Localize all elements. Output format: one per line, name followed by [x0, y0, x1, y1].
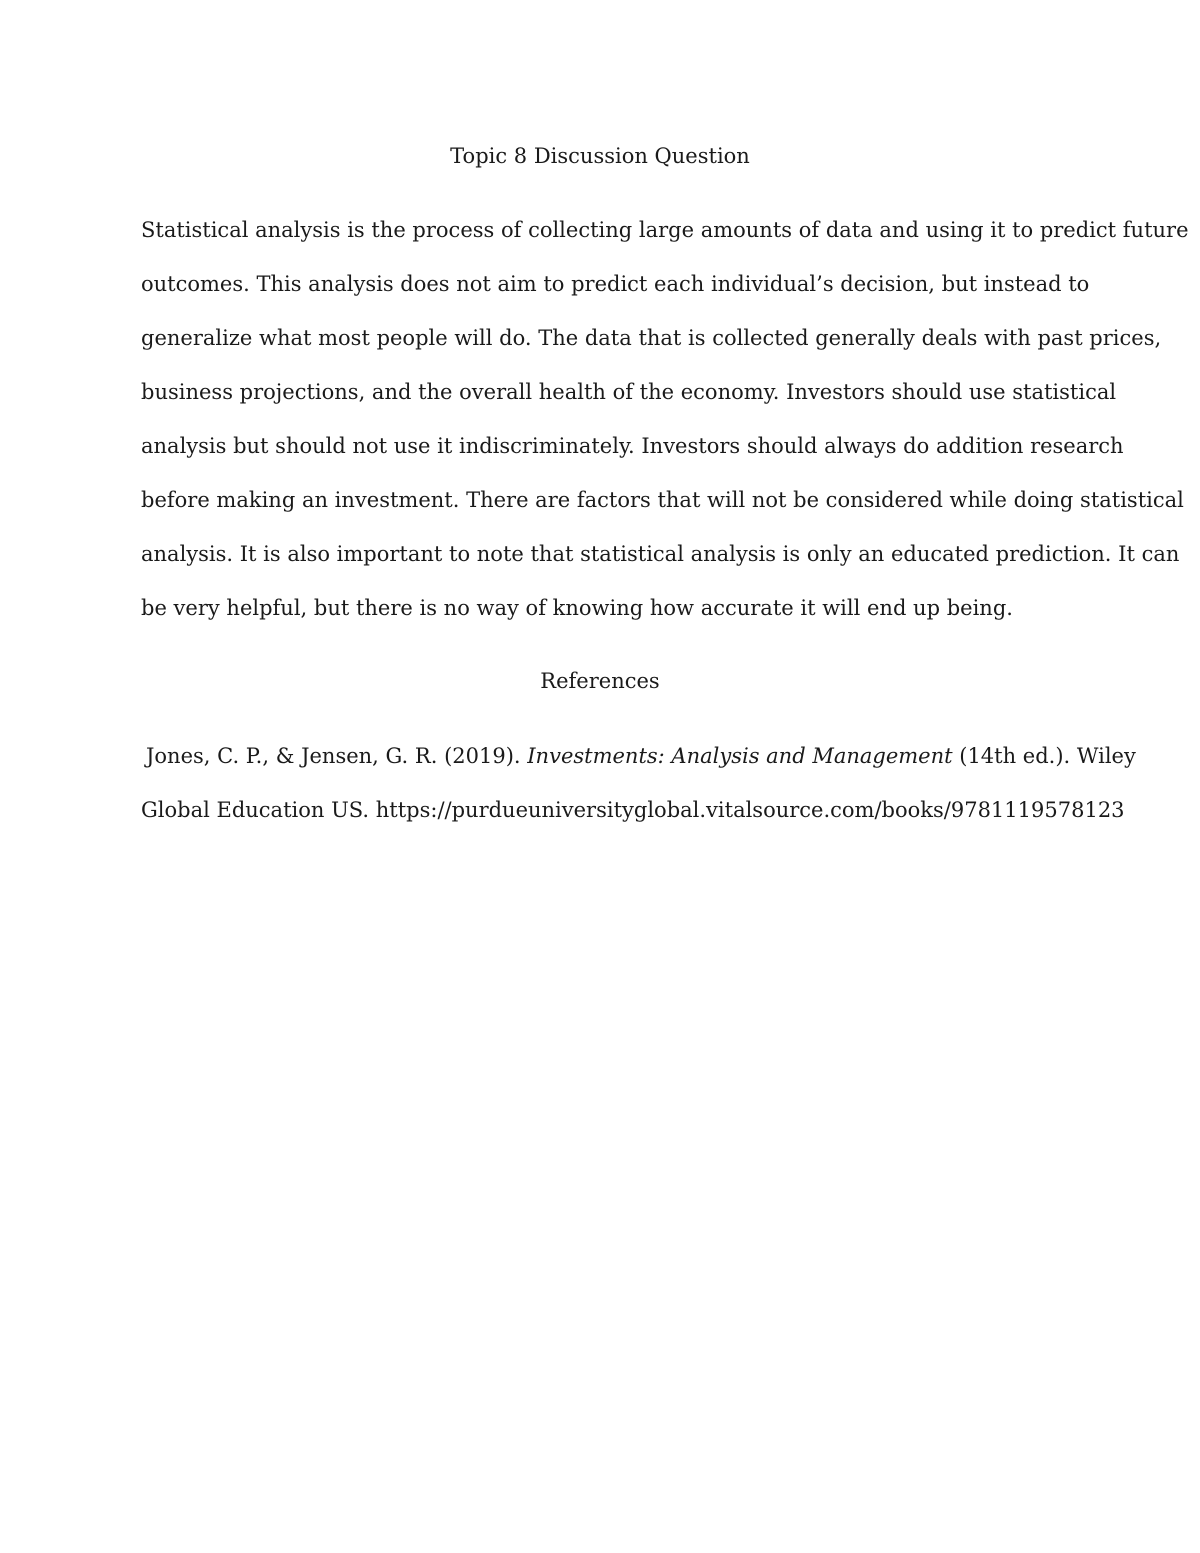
- reference-book-title: Investments: Analysis and Management: [527, 744, 953, 768]
- body-line: analysis but should not use it indiscriminately. Investors should always do addition research: [141, 434, 1124, 458]
- reference-entry-line-1: [146, 740, 1136, 772]
- body-line: Statistical analysis is the process of collecting large amounts of data and using it to predict future: [141, 218, 1189, 242]
- body-line: outcomes. This analysis does not aim to predict each individual’s decision, but instead to: [141, 272, 1090, 296]
- reference-edition-publisher: (14th ed.). Wiley: [952, 744, 1136, 768]
- body-line: business projections, and the overall health of the economy. Investors should use statistical: [141, 380, 1117, 404]
- reference-entry-line-2: Global Education US. https://purdueuniversityglobal.vitalsource.com/books/9781119578123: [141, 798, 1125, 822]
- body-line: be very helpful, but there is no way of knowing how accurate it will end up being.: [141, 596, 1013, 620]
- references-heading: References: [540, 669, 660, 693]
- page-title: Topic 8 Discussion Question: [450, 144, 750, 168]
- body-line: before making an investment. There are factors that will not be considered while doing statistical: [141, 488, 1184, 512]
- body-line: generalize what most people will do. The data that is collected generally deals with past prices,: [141, 326, 1162, 350]
- body-line: analysis. It is also important to note that statistical analysis is only an educated prediction. It can: [141, 542, 1180, 566]
- reference-authors-year: Jones, C. P., & Jensen, G. R. (2019).: [146, 744, 528, 768]
